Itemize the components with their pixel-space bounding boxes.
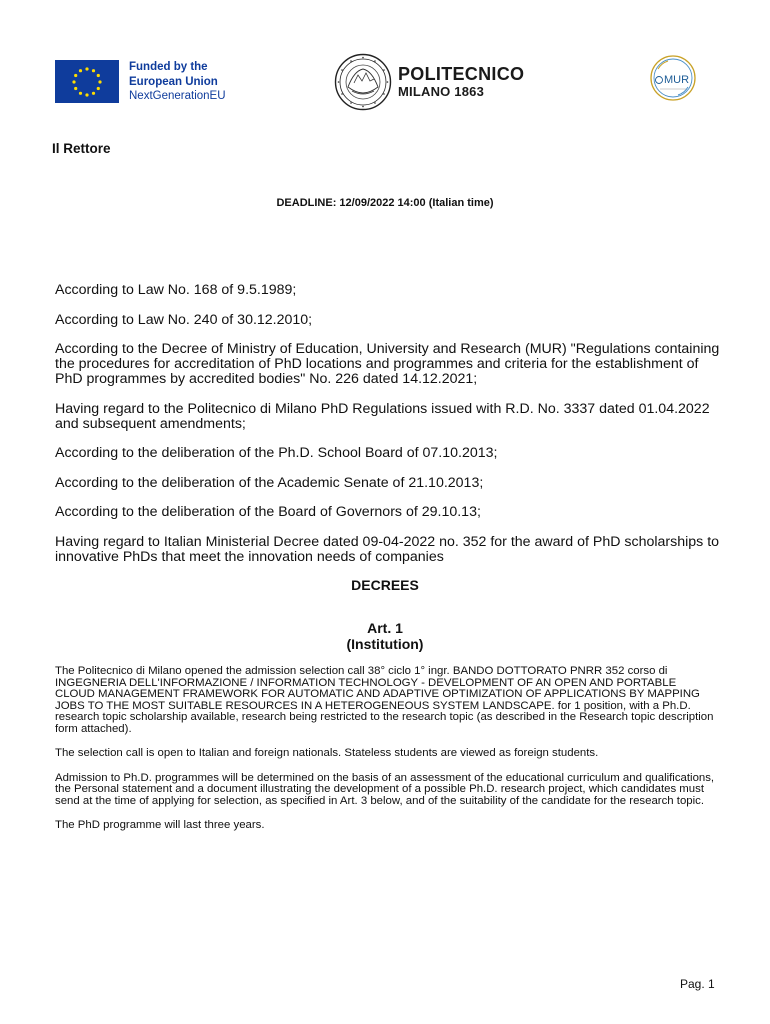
politecnico-seal-icon (334, 53, 392, 111)
legal-clauses (55, 283, 725, 579)
decrees-heading: DECREES (351, 577, 419, 593)
clause: According to the deliberation of the Board of Governors of 29.10.13; (55, 504, 481, 520)
article-body (55, 666, 717, 845)
eu-logo-line-1: Funded by the (129, 61, 208, 73)
rettore-heading: Il Rettore (52, 141, 111, 156)
article-heading (0, 620, 770, 652)
clause: According to Law No. 168 of 9.5.1989; (55, 282, 297, 298)
clause: According to the deliberation of the Academic Senate of 21.10.2013; (55, 474, 484, 491)
clause: Having regard to the Politecnico di Milano PhD Regulations issued with R.D. No. 3337 dated 01.04.2022 and subsequent amendments; (55, 400, 710, 432)
body-paragraph: Admission to Ph.D. programmes will be determined on the basis of an assessment of the educational curriculum and qualifications, the Personal statement and a document illustrating the development of a possible Ph.D. research project, which candidates must send at the time of applying for selection, as specified in Art. 3 below, and of the suitability of the candidate for the research topic. (55, 771, 715, 807)
politecnico-name: POLITECNICO (398, 64, 525, 84)
eu-logo-line-2: European Union (129, 75, 218, 88)
politecnico-logo (334, 53, 524, 111)
clause: Having regard to Italian Ministerial Decree dated 09-04-2022 no. 352 for the award of PhD scholarships to innovative PhDs that meet the innovation needs of companies (55, 533, 720, 565)
eu-logo-line-3: NextGenerationEU (129, 90, 226, 102)
eu-funding-logo (55, 60, 226, 104)
clause: According to Law No. 240 of 30.12.2010; (55, 311, 313, 328)
clause: According to the deliberation of the Ph.D. School Board of 07.10.2013; (55, 445, 498, 461)
body-paragraph: The selection call is open to Italian and foreign nationals. Stateless students are viewed as foreign students. (55, 747, 599, 759)
deadline-line: DEADLINE: 12/09/2022 14:00 (Italian time) (276, 197, 494, 209)
eu-logo-text (129, 60, 226, 104)
mur-label: MUR (664, 74, 690, 86)
mur-emblem-icon (648, 53, 710, 103)
article-title: (Institution) (346, 636, 424, 652)
body-paragraph: The PhD programme will last three years. (55, 819, 265, 831)
eu-flag-icon (55, 60, 119, 103)
article-number: Art. 1 (367, 620, 403, 636)
politecnico-logo-text (398, 64, 524, 100)
clause: According to the Decree of Ministry of Education, University and Research (MUR) "Regulations containing the procedures for accreditation of PhD locations and programmes and criteria for the establishment of PhD programmes by accredited bodies" No. 226 dated 14.12.2021; (55, 341, 720, 387)
mur-logo (648, 53, 710, 108)
page-number: Pag. 1 (680, 977, 715, 991)
body-paragraph: The Politecnico di Milano opened the admission selection call 38° ciclo 1° ingr. BANDO DOTTORATO PNRR 352 corso di INGEGNERIA DELL'INFORMAZIONE / INFORMATION TECHNOLOGY - DEVELOPMENT OF AN OPEN AND PORTABLE CLOUD MANAGEMENT FRAMEWORK FOR AUTOMATIC AND ADAPTIVE OPTIMIZATION OF APPLICATIONS BY MAPPING JOBS TO THE MOST SUITABLE RESOURCES IN A HETEROGENEOUS SYSTEM LANDSCAPE. for 1 position, with a Ph.D. research topic scholarship available, research being restricted to the research topic (as described in the Research topic description form attached). (55, 665, 714, 735)
politecnico-subtitle: MILANO 1863 (398, 84, 485, 99)
